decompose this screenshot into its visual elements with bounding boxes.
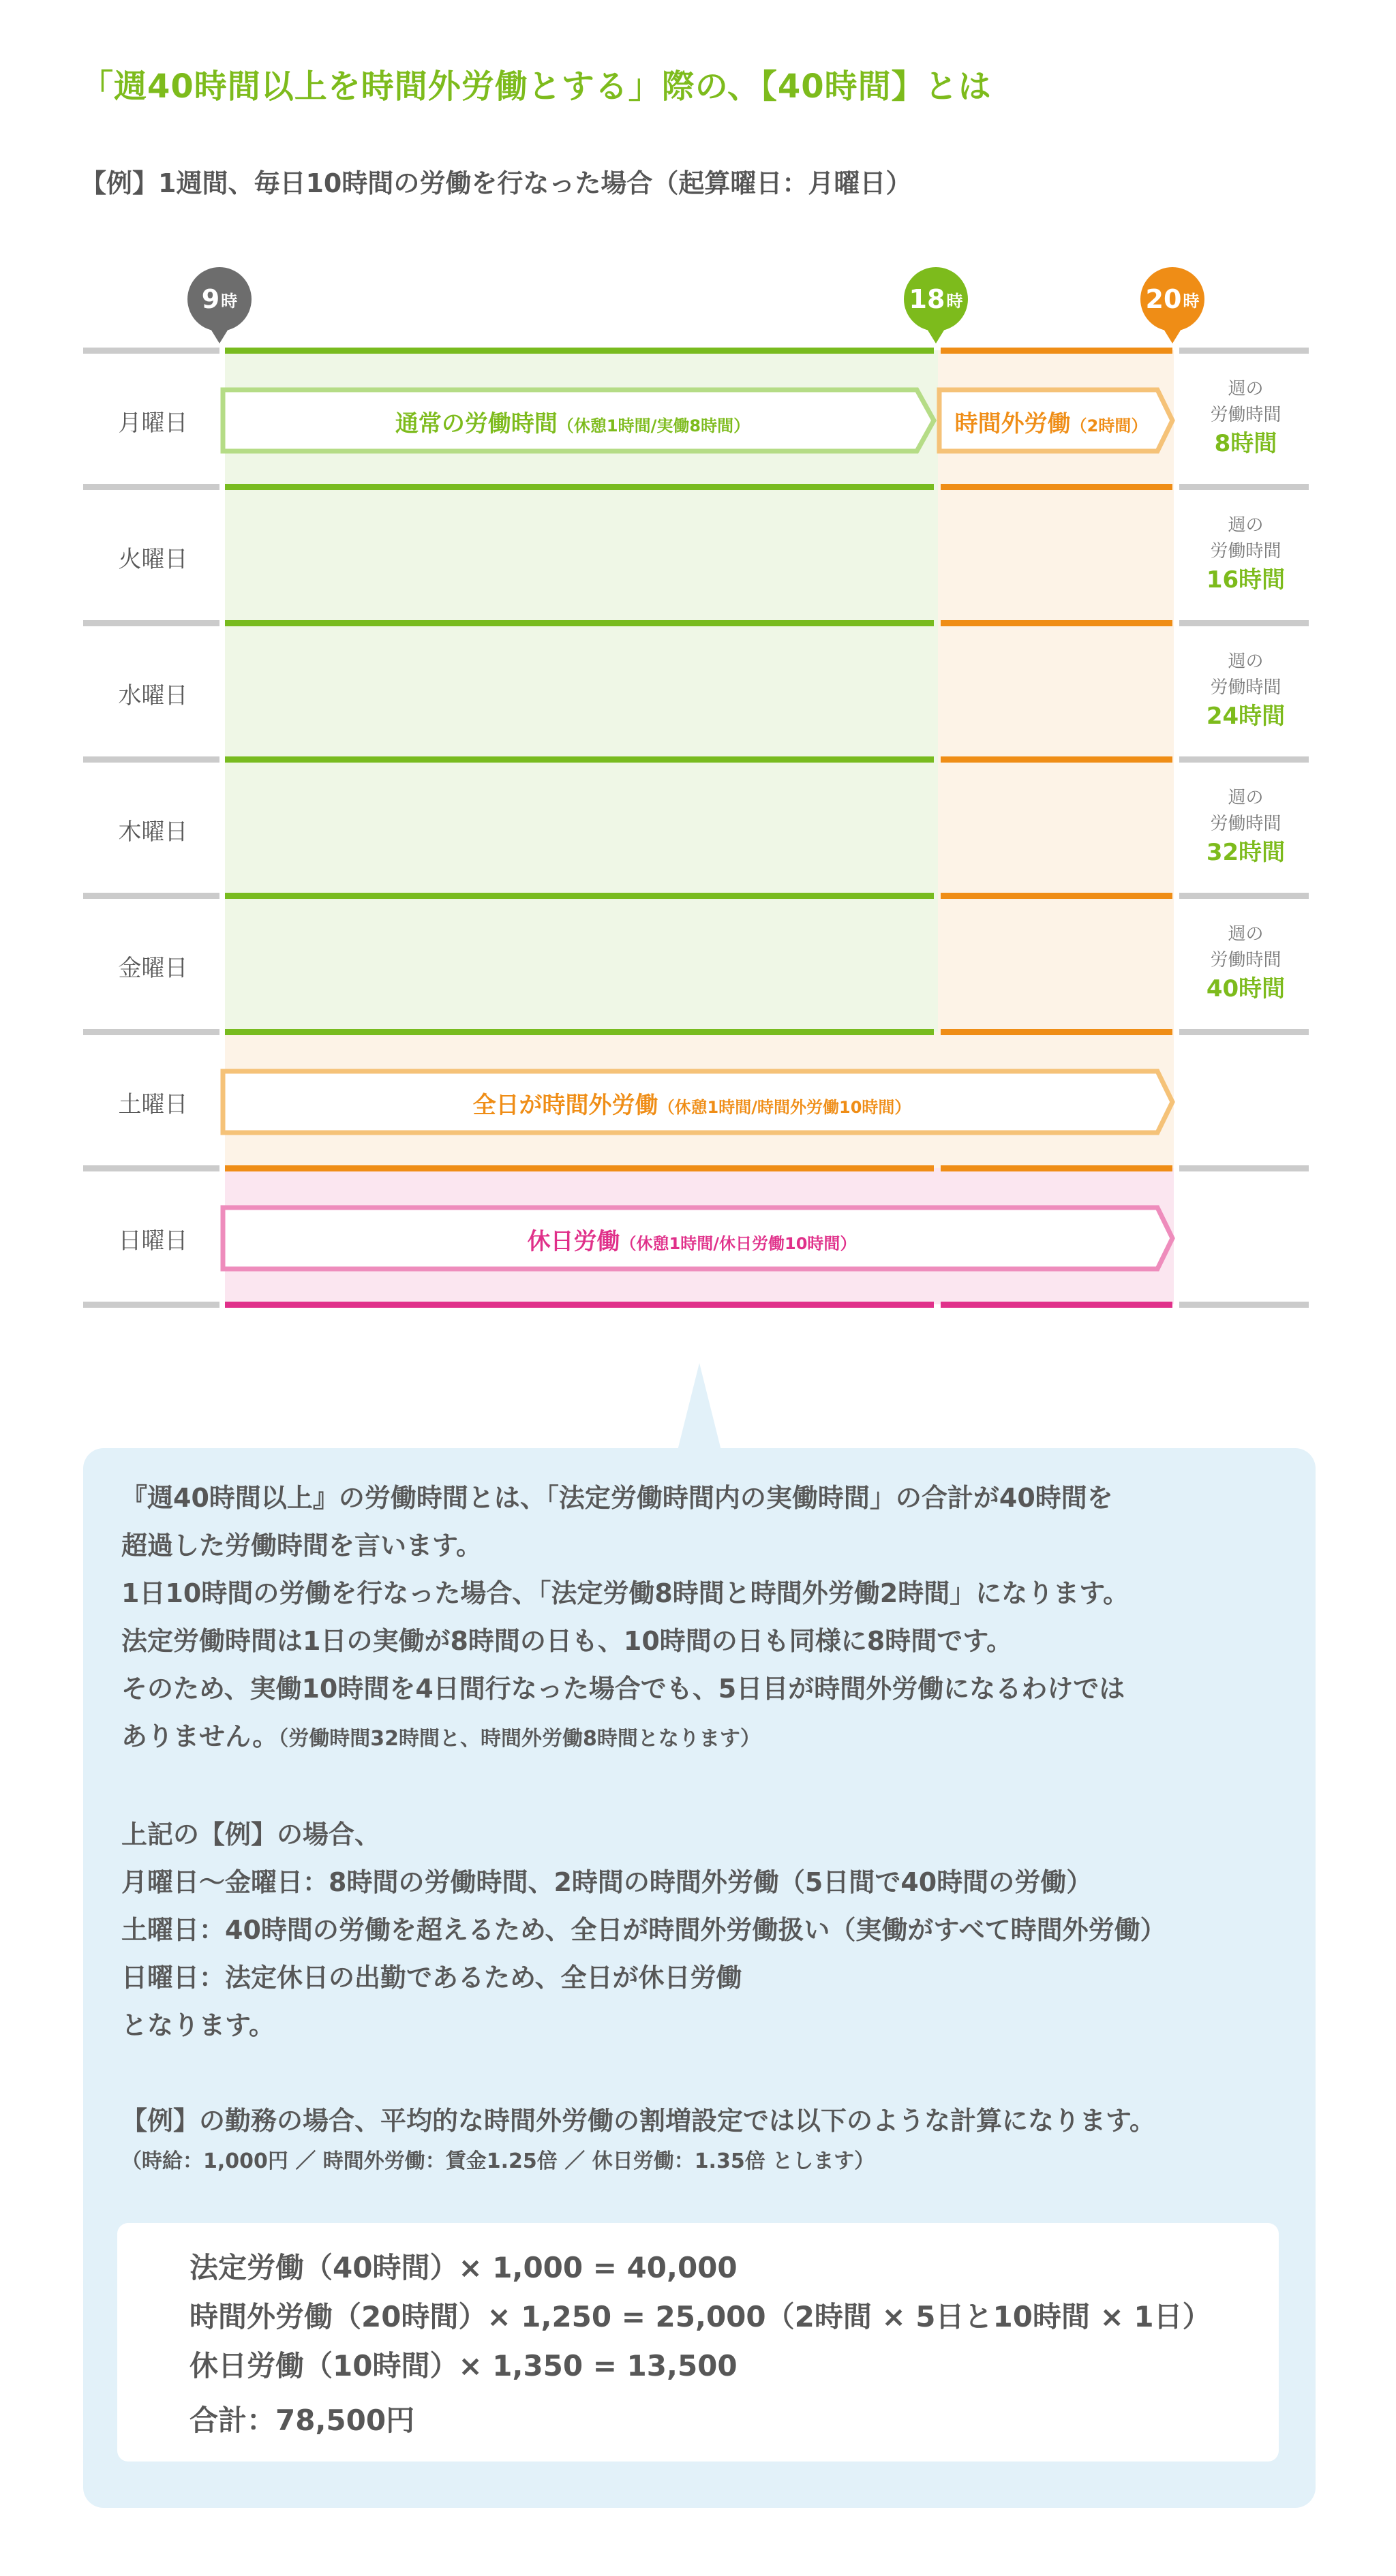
- calc-holiday: 休日労働（10時間）× 1,350 = 13,500: [189, 2349, 738, 2382]
- marker-9h: 9 時: [187, 267, 252, 331]
- calc-overtime: 時間外労働（20時間）× 1,250 = 25,000（2時間 × 5日と10時間 × 1日）: [189, 2300, 1211, 2333]
- saturday-label: 全日が時間外労働（休憩1時間/時間外労働10時間）: [472, 1092, 911, 1119]
- explanation-text: 『週40時間以上』の労働時間とは、「法定労働時間内の実働時間」の合計が40時間を 超過した労働時間を言います。 1日10時間の労働を行なった場合、「法定労働8時間と時間外労働2時間」になります。 法定労働時間は1日の実働が8時間の日も、10時間の日も同様に8時間です。 そのため、実働10時間を4日間行なった場合でも、5日目が時間外労働になるわけでは ありません。（労働時間32時間と、時間外労働8時間となります） 上記の【例】の場合、 月曜日～金曜日：8時間の労働時間、2時間の時間外労働（5日間で40時間の労働） 土曜日：40時間の労働を超えるため、全日が時間外労働扱い（実働がすべて時間外労働） 日曜日：法定休日の出勤であるため、全日が休日労働 となります。 【例】の勤務の場合、平均的な時間外労働の割増設定では以下のような計算になります。 （時給：1,000円 ／ 時間外労働：賃金1.25倍 ／ 休日労働：1.35倍 とします）: [121, 1483, 1166, 2173]
- weekly-total-friday: 週の 労働時間 40時間: [1206, 924, 1286, 1002]
- weekly-total-tuesday: 週の 労働時間 16時間: [1206, 515, 1286, 594]
- explanation-box-pointer: [678, 1363, 721, 1450]
- regular-work-label: 通常の労働時間（休憩1時間/実働8時間）: [395, 410, 750, 438]
- day-label-friday: 金曜日: [118, 955, 188, 982]
- marker-18h: 18 時: [904, 267, 968, 331]
- calculation-text: [189, 2243, 1211, 2445]
- page-title: 「週40時間以上を時間外労働とする」際の、【40時間】とは: [80, 67, 992, 106]
- day-label-monday: 月曜日: [118, 410, 188, 437]
- marker-20h: 20 時: [1140, 267, 1204, 331]
- weekly-total-thursday: 週の 労働時間 32時間: [1206, 788, 1286, 866]
- calc-legal-work: 法定労働（40時間）× 1,000 = 40,000: [189, 2251, 738, 2284]
- weekly-total-wednesday: 週の 労働時間 24時間: [1206, 651, 1286, 730]
- day-label-sunday: 日曜日: [118, 1227, 188, 1255]
- day-label-saturday: 土曜日: [118, 1091, 188, 1118]
- weekly-total-monday: 週の 労働時間 8時間: [1210, 379, 1281, 457]
- sunday-label: 休日労働（休憩1時間/休日労働10時間）: [527, 1228, 857, 1255]
- day-label-wednesday: 水曜日: [118, 682, 188, 709]
- day-label-thursday: 木曜日: [118, 818, 188, 846]
- example-subtitle: 【例】1週間、毎日10時間の労働を行なった場合（起算曜日：月曜日）: [80, 168, 912, 198]
- overtime-label: 時間外労働（2時間）: [954, 410, 1148, 438]
- day-label-tuesday: 火曜日: [118, 546, 188, 573]
- calc-total: 合計：78,500円: [189, 2404, 415, 2437]
